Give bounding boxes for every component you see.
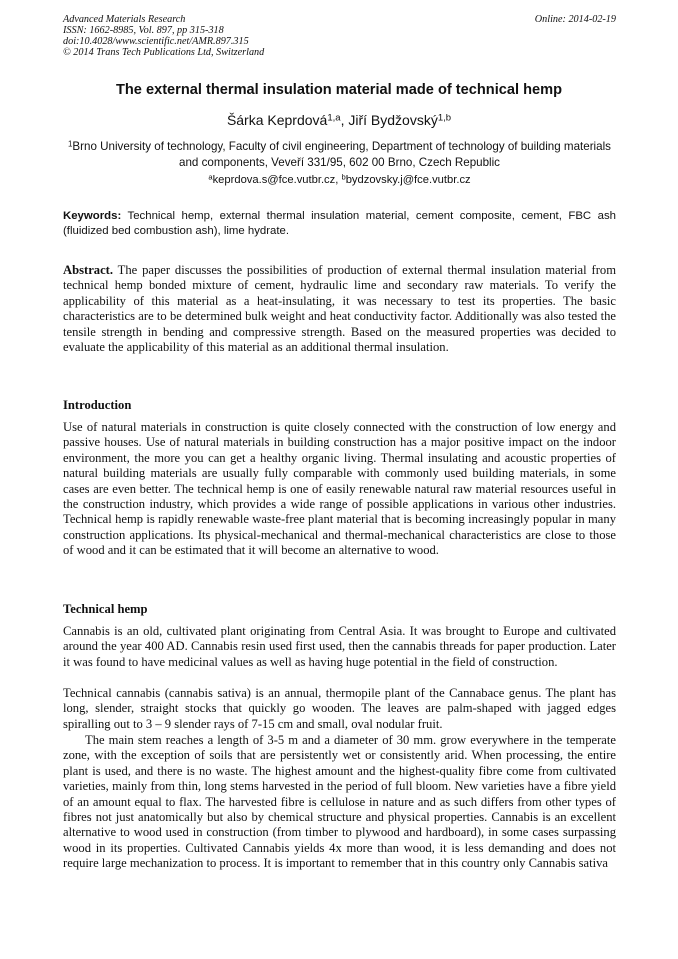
issn-line: ISSN: 1662-8985, Vol. 897, pp 315-318 <box>63 25 224 36</box>
email-mark: a <box>208 172 213 182</box>
email-separator: , <box>335 174 342 186</box>
author-name: Jiří Bydžovský <box>348 112 438 128</box>
keywords-label: Keywords: <box>63 210 122 222</box>
email-link[interactable]: keprdova.s@fce.vutbr.cz <box>212 174 336 186</box>
affiliation-mark: 1 <box>68 139 73 149</box>
copyright-line: © 2014 Trans Tech Publications Ltd, Switzerland <box>63 47 265 58</box>
affiliation <box>63 139 616 170</box>
author-list <box>40 112 638 128</box>
author-affiliation-mark: 1,b <box>437 112 452 124</box>
technical-hemp-paragraph: Cannabis is an old, cultivated plant originating from Central Asia. It was brought to Europe and cultivated around the year 400 AD. Cannabis resin used first used, then the cannabis threads for paper production. Later it was found to have medicinal values as well as having huge potential in the field of construction. <box>63 624 616 669</box>
email-link[interactable]: bydzovsky.j@fce.vutbr.cz <box>345 174 471 186</box>
section-heading-introduction: Introduction <box>63 398 132 412</box>
author-separator: , <box>340 112 349 128</box>
technical-hemp-paragraph: Technical cannabis (cannabis sativa) is an annual, thermopile plant of the Cannabace genus. The plant has long, slender, straight stocks that quickly go wooden. The leaves are palm-shaped with jagged edges spiralling out to 3 – 9 slender rays of 7-15 cm and small, oval nodular fruit. <box>63 686 616 731</box>
technical-hemp-paragraph: The main stem reaches a length of 3-5 m and a diameter of 30 mm. grow everywhere in the temperate zone, with the exception of soils that are persistently wet or consistently arid. When processing, the entire plant is used, and there is no waste. The highest amount and the highest-quality fibre come from cultivated varieties, mainly from thin, long stems harvested in the period of full bloom. New varieties have a fibre yield of an amount equal to flax. The harvested fibre is cellulose in nature and as such differs from other types of fibres not just anatomically but also by chemical structure and physical properties. Cannabis is an excellent alternative to wood used in construction (from timber to plywood and hardboard), in some cases surpassing wood in its properties. Cultivated Cannabis yields 4x more than wood, it is less demanding and does not require large mechanization to process. It is important to remember that in this country only Cannabis sativa <box>63 733 616 871</box>
keywords-text: Technical hemp, external thermal insulation material, cement composite, cement, FBC ash (fluidized bed combustion ash), lime hydrate. <box>63 210 616 237</box>
keywords <box>63 209 616 239</box>
abstract-label: Abstract. <box>63 263 114 277</box>
section-heading-technical-hemp: Technical hemp <box>63 602 148 616</box>
online-date: Online: 2014-02-19 <box>534 14 616 25</box>
affiliation-text: Brno University of technology, Faculty of civil engineering, Department of technology of building materials and components, Veveří 331/95, 602 00 Brno, Czech Republic <box>72 140 611 169</box>
journal-name: Advanced Materials Research <box>63 14 186 25</box>
author-emails <box>63 174 616 186</box>
author-affiliation-mark: 1,a <box>327 112 341 124</box>
introduction-paragraph: Use of natural materials in construction is quite closely connected with the construction of low energy and passive houses. Use of natural materials in building construction has a major positive impact on the indoor environment, the more you can get a healthy organic living. Thermal insulating and acoustic properties of natural building materials are usually fully comparable with commonly used building materials, in some cases are even better. The technical hemp is one of easily renewable natural raw material resources useful in the construction industry, which provides a wide range of possible applications in various other industries. Technical hemp is rapidly renewable waste-free plant material that is becoming increasingly popular in many construction applications. Its physical-mechanical and thermal-mechanical characteristics are close to those of wood and it can be estimated that it will become an alternative to wood. <box>63 420 616 558</box>
running-header <box>63 14 616 58</box>
doi-line: doi:10.4028/www.scientific.net/AMR.897.315 <box>63 36 249 47</box>
abstract-text: The paper discusses the possibilities of production of external thermal insulation material from technical hemp bonded mixture of cement, hydraulic lime and secondary raw materials. To verify the applicability of this material as a heat-insulating, it was necessary to test its properties. The basic characteristics are to be determined bulk weight and heat conductivity factor. Additionally was also tested the tensile strength in bending and compressive strength. Based on the measured properties was decided to evaluate the applicability of this material as an additional thermal insulation. <box>63 263 616 355</box>
author-name: Šárka Keprdová <box>226 112 328 128</box>
paper-title: The external thermal insulation material made of technical hemp <box>115 82 563 98</box>
email-mark: b <box>341 172 346 182</box>
abstract <box>63 263 616 355</box>
